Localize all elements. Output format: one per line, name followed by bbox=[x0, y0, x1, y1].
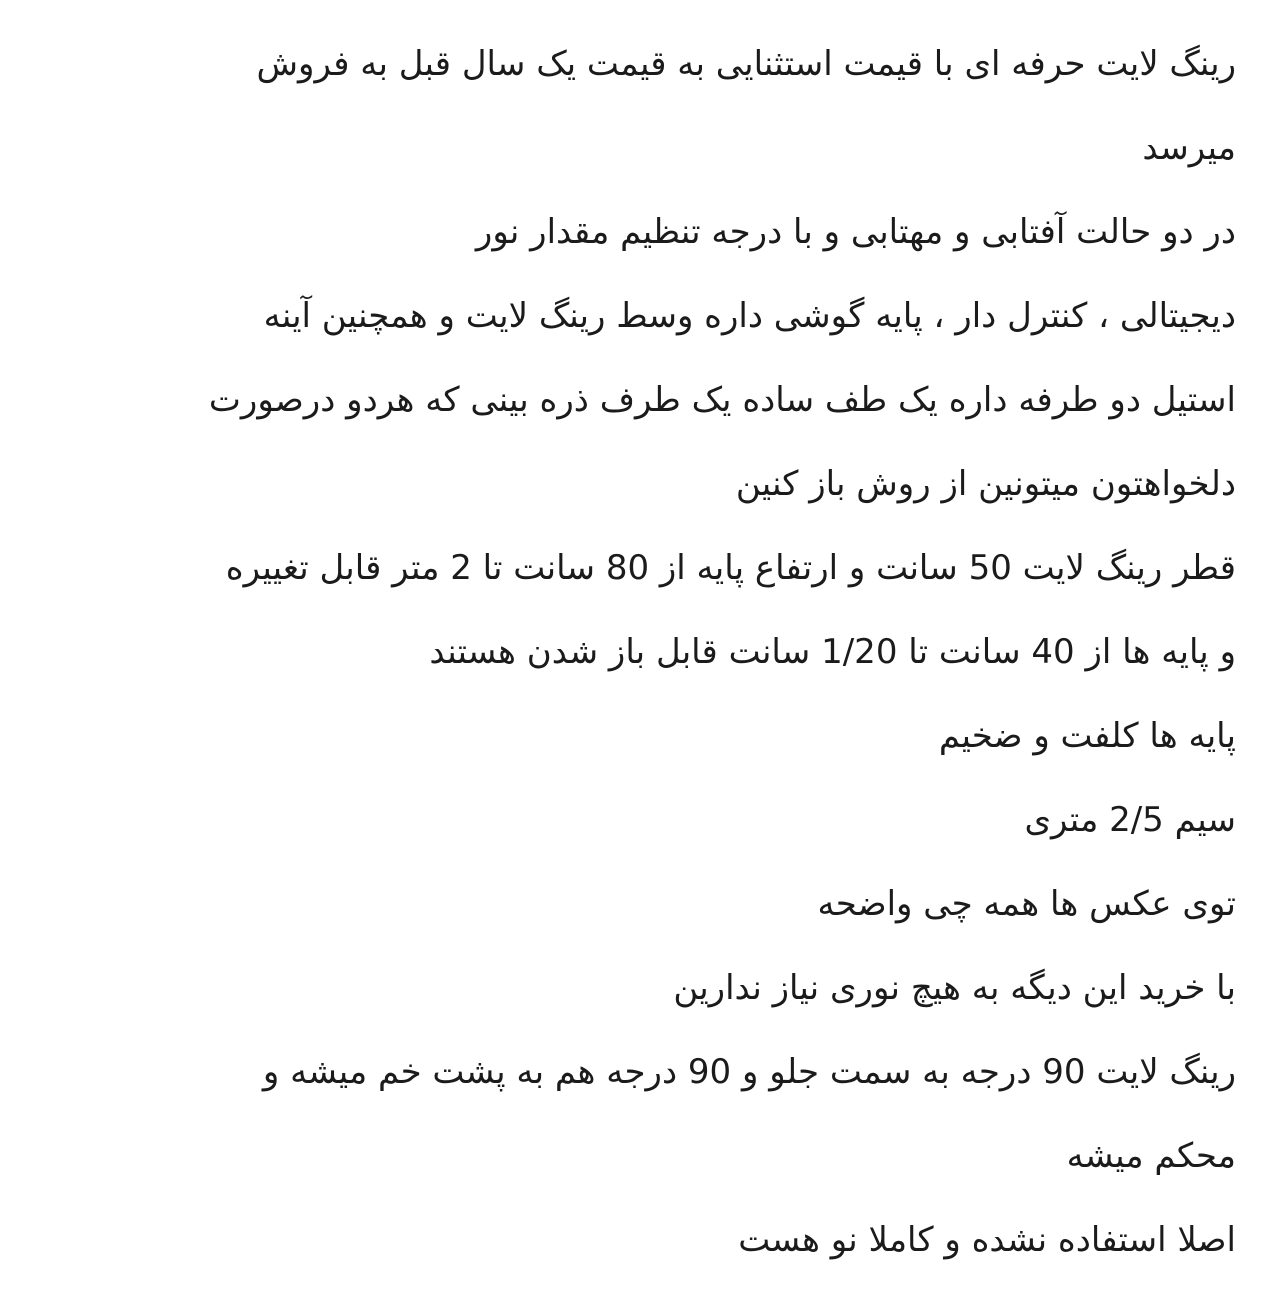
text-line: رینگ لایت 90 درجه به سمت جلو و 90 درجه هم به پشت خم میشه و bbox=[262, 1052, 1236, 1092]
text-line: دلخواهتون میتونین از روش باز کنین bbox=[735, 464, 1236, 504]
text-line: محکم میشه bbox=[1066, 1136, 1236, 1176]
text-line: دیجیتالی ، کنترل دار ، پایه گوشی داره وسط رینگ لایت و همچنین آینه bbox=[263, 296, 1236, 336]
text-line: در دو حالت آفتابی و مهتابی و با درجه تنظیم مقدار نور bbox=[475, 212, 1236, 252]
listing-description bbox=[36, 22, 1236, 1282]
text-line: سیم 2/5 متری bbox=[1024, 800, 1236, 840]
text-line: میرسد bbox=[1142, 128, 1236, 168]
text-line: رینگ لایت حرفه ای با قیمت استثنایی به قیمت یک سال قبل به فروش bbox=[256, 44, 1236, 84]
text-line: توی عکس ها همه چی واضحه bbox=[817, 884, 1236, 924]
text-line: و پایه ها از 40 سانت تا 1/20 سانت قابل باز شدن هستند bbox=[429, 632, 1236, 672]
text-line: اصلا استفاده نشده و کاملا نو هست bbox=[738, 1220, 1236, 1260]
text-line: با خرید این دیگه به هیچ نوری نیاز ندارین bbox=[673, 968, 1236, 1008]
text-line: قطر رینگ لایت 50 سانت و ارتفاع پایه از 80 سانت تا 2 متر قابل تغییره bbox=[225, 548, 1236, 588]
text-line: پایه ها کلفت و ضخیم bbox=[938, 716, 1236, 756]
text-line: استیل دو طرفه داره یک طف ساده یک طرف ذره بینی که هردو درصورت bbox=[208, 380, 1236, 420]
